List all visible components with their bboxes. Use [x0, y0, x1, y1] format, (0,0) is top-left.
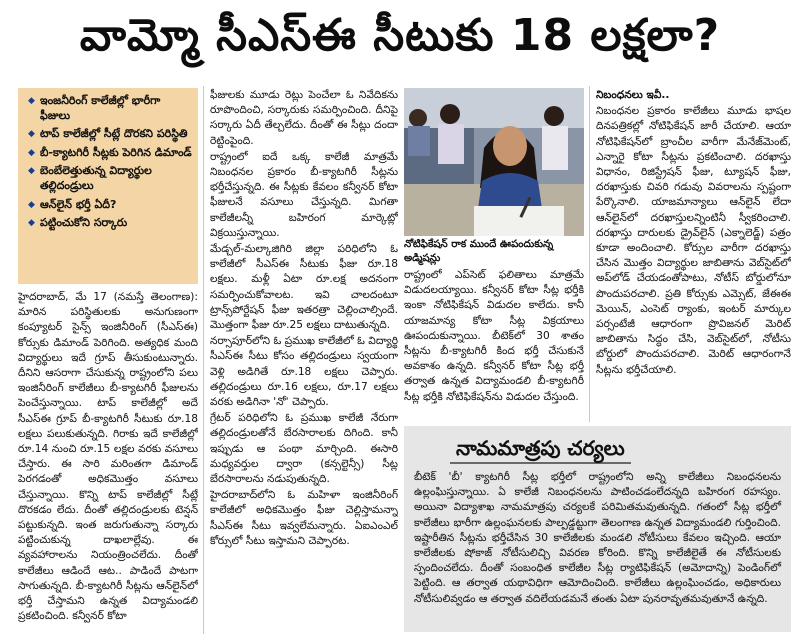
highlight-text: బీ-క్యాటగిరీ సీట్లకు పెరిగిన డిమాండ్ — [40, 145, 192, 159]
highlight-item — [28, 127, 192, 142]
rules-heading: నిబంధనలు ఇవీ.. — [596, 89, 670, 101]
article-column-2 — [210, 88, 398, 634]
highlight-item — [28, 94, 192, 123]
sidebar-box — [404, 426, 791, 632]
article-column-1 — [18, 290, 198, 634]
highlights-box — [18, 88, 198, 284]
article-paragraph: నర్సాపూర్‌లోని ఓ ప్రముఖ కాలేజీలో ఓ విద్యార్థి సీఎస్ఈ సీటు కోసం తల్లిదండ్రులు స్వయంగా వెళ్లి అడిగితే రూ.18 లక్షలు చెప్పారు. తల్లిదండ్రులు రూ.16 లక్షలు, రూ.17 లక్షలు వరకు అడిగినా 'నో' చెప్పారు. — [210, 335, 398, 409]
students-exam-photo — [404, 88, 584, 236]
article-paragraph: మేడ్చల్-మల్కాజిగిరి జిల్లా పరిధిలోని ఓ కాలేజీలో సీఎస్ఈ సీటుకు ఫీజు రూ.18 లక్షలు. మళ్లీ ఏటా రూ.లక్ష అదనంగా సమర్పించుకోవాలట. ఇవి చాలదంటూ ట్రాన్స్‌పోర్టేషన్ ఫీజు ఇతరత్రా చెల్లించాల్సిందే. మొత్తంగా ఫీజు రూ.25 లక్షలు దాటుతున్నది. — [210, 243, 398, 332]
article-paragraph: రాష్ట్రంలో ఐదే ఒక్క కాలేజీ మాత్రమే నిబంధనల ప్రకారం బీ-క్యాటగిరీ సీట్లను భర్తీచేస్తున్నది. ఈ సీట్లకు కేవలం కన్వీనర్ కోటా ఫీజులనే వసూలు చేస్తున్నది. మిగతా కాలేజీలన్నీ బహిరంగ మార్కెట్లో విక్రయిస్తున్నాయి. — [210, 150, 398, 239]
highlight-item — [28, 164, 192, 193]
article-column-4 — [596, 88, 791, 422]
article-paragraph: హైదరాబాద్, మే 17 (నమస్తే తెలంగాణ): మారిన పరిస్థితులకు అనుగుణంగా కంప్యూటర్ సైన్స్ ఇంజినీరింగ్ (సీఎస్ఈ) కోర్సుకు డిమాండ్ పెరిగింది. అత్యధిక మంది విద్యార్థులు ఇదే గ్రూప్ తీసుకుంటున్నారు. దీనిని ఆసరాగా చేసుకున్న రాష్ట్రంలోని పలు ఇంజినీరింగ్ కాలేజీలు బీ-క్యాటగిరీ ఫీజులను పెంచేస్తున్నాయి. టాప్ కాలేజీల్లో అదే సీఎస్ఈ గ్రూప్ బీ-క్యాటగిరీ సీటుకు రూ.18 లక్షలు పలుకుతున్నది. గిరాకు ఇదే కాలేజీల్లో రూ.14 నుంచి రూ.15 లక్షల వరకు వసూలు చేస్తారు. ఈ సారి మరింతగా డిమాండ్ పెరగడంతో అధికమొత్తం వసూలు చేస్తున్నాయి. కొన్ని టాప్ కాలేజీల్లో సీట్లే దొరకడం లేదు. దీంతో తల్లిదండ్రులకు టెన్షన్ పట్టుకున్నది. ఇంత జరుగుతున్నా సర్కారు పట్టించుకున్న దాఖలాల్లేవు. ఈ వ్యవహారాలను నియంత్రించలేదు. దీంతో కాలేజీలు ఆడిందే ఆట.. పాడిందే పాటగా సాగుతున్నది. బీ-క్యాటగిరీ సీట్లను ఆన్‌లైన్‌లో భర్తీ చేస్తామని ఉన్నత విద్యామండలి ప్రకటించింది. కన్వీనర్ కోటా — [18, 291, 198, 623]
article-paragraph: రాష్ట్రంలో ఎప్‌సెట్ ఫలితాలు మాత్రమే విడుదలయ్యాయి. కన్వీనర్ కోటా సీట్ల భర్తీకి ఇంకా నోటిఫికేషన్ విడుదల కాలేదు. కానీ యాజమాన్య కోటా సీట్ల విక్రయాలు ఊపందుకున్నాయి. బీటెక్‌లో 30 శాతం సీట్లను బీ-క్యాటగిరీ కింద భర్తీ చేసుకునే అవకాశం ఉన్నది. కన్వీనర్ కోటా సీట్ల భర్తీ తర్వాత ఉన్నత విద్యామండలి బీ-క్యాటగిరీ సీట్ల భర్తీకి నోటిఫికేషన్‌ను విడుదల చేస్తుంది. — [404, 269, 584, 403]
highlight-text: బెంబేలెత్తుతున్న విద్యార్థుల తల్లిదండ్రులు — [40, 164, 152, 192]
article-paragraph: హైదరాబాద్‌లోని ఓ మహిళా ఇంజినీరింగ్ కాలేజీలో అధికమొత్తం ఫీజు చెల్లిస్తామన్నా సీఎస్ఈ సీటు ఇవ్వలేమన్నారు. ఏఐఎంఎల్ కోర్సులో సీటు ఇస్తామని చెప్పారట. — [210, 489, 398, 547]
article-column-3 — [404, 268, 584, 418]
column-divider — [589, 86, 590, 422]
article-paragraph: గ్రేటర్ పరిధిలోని ఓ ప్రముఖ కాలేజీ నేరుగా తల్లిదండ్రులతోనే బేరసారాలకు దిగింది. కానీ ఇప్పుడు ఆ పంథా మార్చింది. ఈసారి మధ్యవర్తుల ద్వారా (కన్సల్టెన్సీ) సీట్ల బేరసారాలను నడుపుతున్నది. — [210, 412, 398, 486]
bullet-icon: ◆ — [28, 166, 35, 177]
bullet-icon: ◆ — [28, 218, 35, 229]
highlight-text: పట్టించుకోని సర్కారు — [40, 216, 128, 230]
photo-caption: నోటిఫికేషన్ రాక ముందే ఊపందుకున్న అడ్మిషన్లు — [404, 239, 554, 264]
article-paragraph: ఫీజులకు మూడు రెట్లు పెంచేలా ఓ నివేదికను రూపొందించి, సర్కారుకు సమర్పించింది. దీనిపై సర్కారు ఏదీ తేల్చలేదు. దీంతో ఈ సీట్లు దందా రెట్టింపైంది. — [210, 89, 398, 147]
bullet-icon: ◆ — [28, 147, 35, 158]
bullet-icon: ◆ — [28, 199, 35, 210]
box-text: బీటెక్ 'బీ' క్యాటగిరీ సీట్ల భర్తీలో రాష్ట్రంలోని అన్ని కాలేజీలు నిబంధనలను ఉల్లంఘిస్తున్నాయి. ఏ కాలేజీ నిబంధనలను పాటించడంలేదన్నది బహిరంగ రహస్యం. అయినా విద్యాశాఖ నామమాత్రపు చర్యలకే పరిమితమవుతున్నది. గతంలో సీట్ల భర్తీలో కాలేజీలు భారీగా ఉల్లంఘనలకు పాల్పడ్డట్టుగా తెలంగాణ ఉన్నత విద్యామండలి గుర్తించింది. ఇష్టారీతిన సీట్లను భర్తీచేసిన 30 కాలేజీలకు మండలి నోటీసులు కేవలం ఇచ్చింది. ఆయా కాలేజీలకు షోకాజ్ నోటీసులిచ్చి వివరణ కోరింది. కొన్ని కాలేజీలైతే ఈ నోటీసులకు స్పందించలేదు. దీంతో సంబంధిత కాలేజీల సీట్ల ర్యాటిఫికేషన్ (అమోదాన్ని) పెండింగ్‌లో పెట్టింది. ఆ తర్వాత యథావిధిగా ఆమోదించింది. కాలేజీలు ఉల్లంఘించడం, అధికారులు నోటీసులివ్వడం ఆ తర్వాత వదిలేయడమనే తంతు ఏటా పునరావృతమవుతూనే ఉన్నది. — [414, 471, 781, 605]
article-paragraph: నిబంధనల ప్రకారం కాలేజీలు మూడు భాషల దినపత్రికల్లో నోటిఫికేషన్ జారీ చేయాలి. ఆయా నోటిఫికేషన్‌లో బ్రాంచీల వారీగా మేనేజ్‌మెంట్, ఎన్నారై కోటా సీట్లను ప్రకటించాలి. దరఖాస్తు విధానం, రిజిస్ట్రేషన్ ఫీజు, ట్యూషన్ ఫీజు, దరఖాస్తుకు చివరి గడువు వివరాలను స్పష్టంగా పేర్కొనాలి. యాజమాన్యాలు ఆన్‌లైన్ లేదా ఆన్‌లైన్‌లో దరఖాస్తులన్నింటినీ స్వీకరించాలి. దరఖాస్తు దారులకు డ్రైవ్‌లైన్ (ఎక్నాలెడ్జ్) పత్రం కూడా అందించాలి. కోర్సుల వారీగా దరఖాస్తు చేసిన మొత్తం విద్యార్థుల జాబితాను వెబ్‌సైట్‌లో అప్‌లోడ్ చేయడంతోపాటు, నోటీస్ బోర్డులోనూ పొందుపరచాలి. ప్రతి కోర్సుకు ఎమ్సెట్, జేఈఈ మెయిన్, ఎంసెట్ ర్యాంకు, ఇంటర్ మార్కుల పర్సంటేజీ ఆధారంగా ప్రొవిజనల్ మెరిట్ జాబితాను సిద్ధం చేసి, వెబ్‌సైట్‌లో, నోటీసు బోర్డులో పొందుపరచాలి. మెరిట్ ఆధారంగానే సీట్లను భర్తీచేయాలి. — [596, 105, 791, 376]
highlight-text: టాప్ కాలేజీల్లో సీట్లే దొరకని పరిస్థితి — [40, 127, 188, 141]
highlight-text: ఇంజనీరింగ్ కాలేజీల్లో భారీగా ఫీజులు — [40, 94, 161, 122]
highlight-item — [28, 198, 192, 213]
column-divider — [203, 86, 204, 634]
headline: వామ్మో సీఎస్ఈ సీటుకు 18 లక్షలా? — [79, 10, 721, 61]
bullet-icon: ◆ — [28, 96, 35, 106]
bullet-icon: ◆ — [28, 129, 35, 140]
photo-illustration — [404, 88, 584, 236]
box-title: నామమాత్రపు చర్యలు — [450, 434, 631, 464]
highlight-item — [28, 216, 192, 231]
highlight-text: ఆన్‌లైన్ భర్తీ ఏదీ? — [40, 197, 117, 211]
highlight-item — [28, 146, 192, 161]
